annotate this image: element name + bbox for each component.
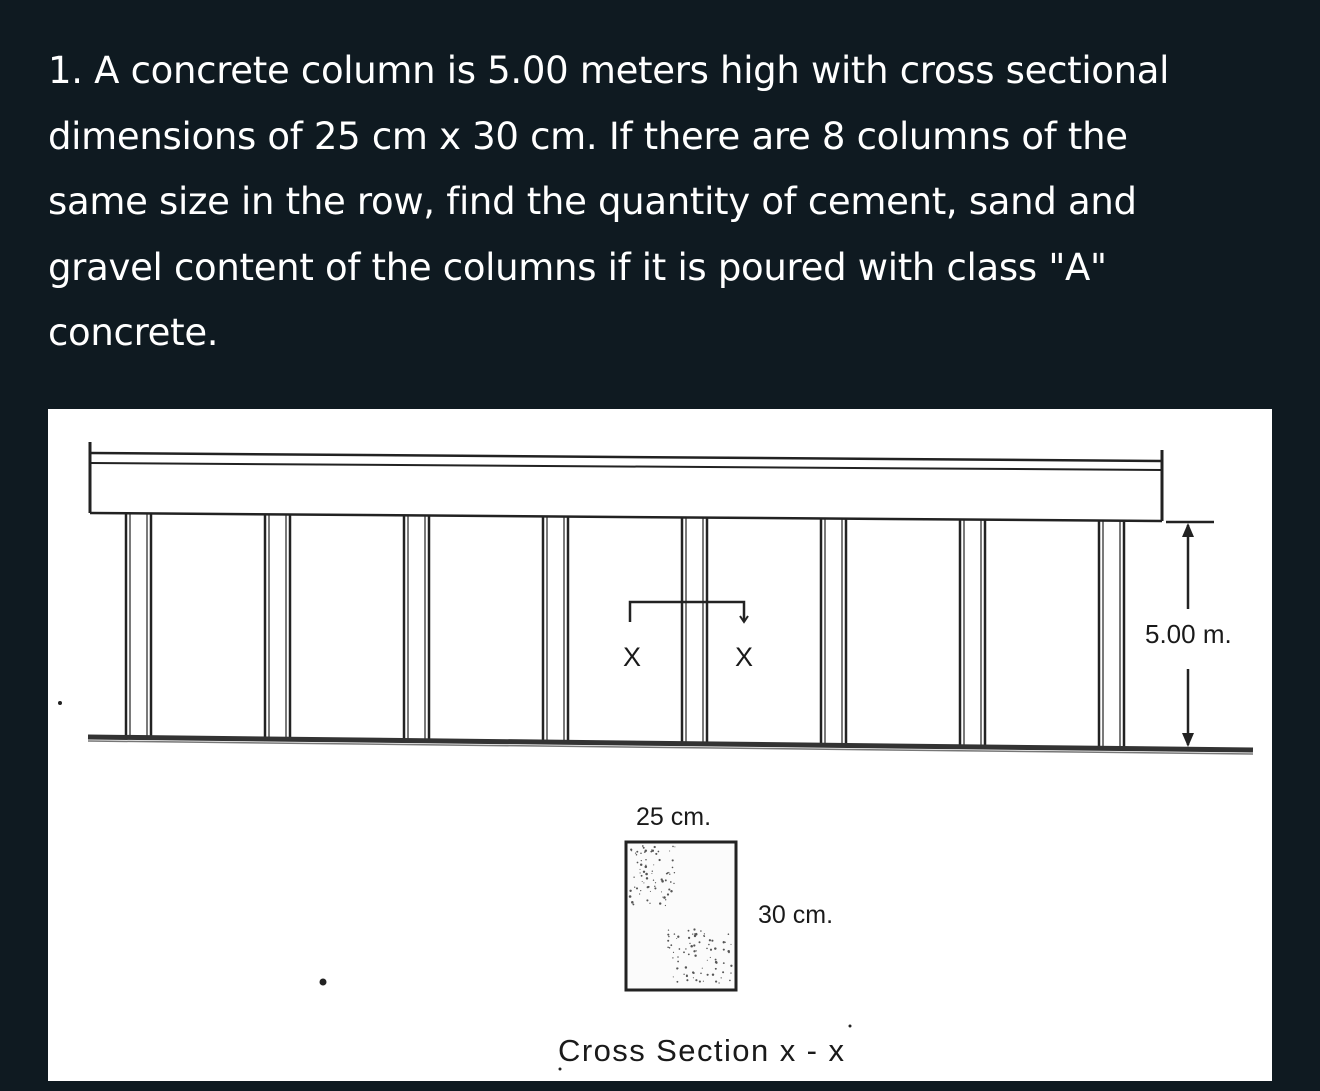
column-6	[821, 519, 846, 746]
column-8	[1099, 521, 1124, 749]
problem-line-4: gravel content of the columns if it is poured with class "A"	[48, 245, 1107, 289]
column-2	[265, 515, 290, 740]
problem-line-5: concrete.	[48, 311, 219, 354]
diagram-svg	[48, 409, 1272, 1081]
column-1	[126, 514, 151, 738]
cross-section-caption: Cross Section x - x	[558, 1033, 844, 1068]
section-label-left: X	[623, 642, 642, 672]
cross-section-rectangle	[626, 842, 736, 990]
section-cut-marker	[630, 602, 748, 622]
height-label: 5.00 m.	[1145, 619, 1232, 649]
problem-statement	[48, 38, 1288, 366]
depth-label: 30 cm.	[758, 901, 834, 929]
column-diagram	[48, 409, 1272, 1081]
section-label-right: X	[735, 642, 754, 672]
column-3	[404, 516, 429, 741]
ground-line	[88, 737, 1253, 754]
width-label: 25 cm.	[636, 803, 712, 831]
column-7	[960, 520, 985, 747]
column-4	[543, 517, 568, 743]
problem-line-1: 1. A concrete column is 5.00 meters high with cross sectional	[48, 49, 1170, 92]
column-5	[682, 518, 707, 744]
columns	[126, 514, 1124, 749]
beam	[90, 442, 1162, 521]
problem-line-2: dimensions of 25 cm x 30 cm. If there are 8 columns of the	[48, 114, 1128, 158]
problem-line-3: same size in the row, find the quantity of cement, sand and	[48, 180, 1137, 223]
